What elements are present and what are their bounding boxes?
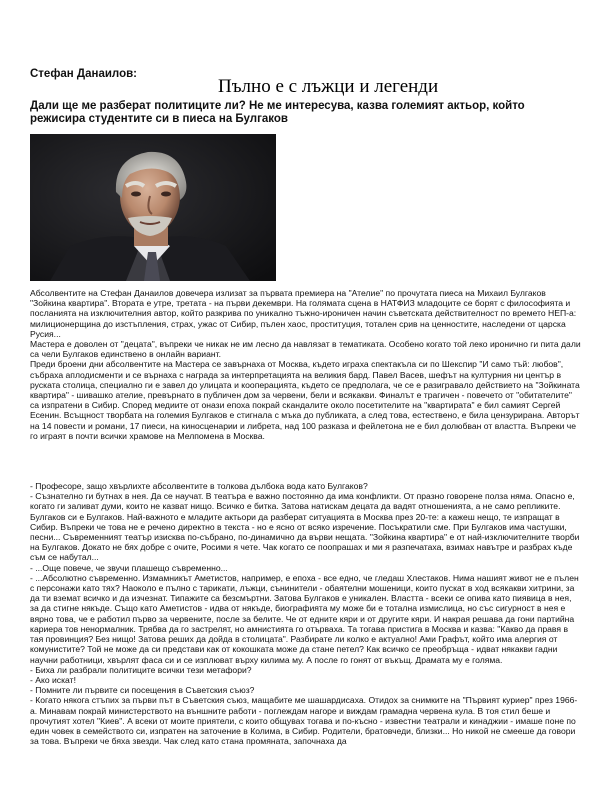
article-body bbox=[30, 288, 582, 746]
interview-answer: - ...Абсолютно съвременно. Измамникът Аметистов, например, е епоха - все едно, че гледаш Хлестаков. Нима нашият живот не е пълен с персонажи като тях? Наоколо е пълно с тарикати, лъжци, сънинители - обаятелни мошеници, които пускат в ход всякакви хитрини, за да ти вземат всичко и да изчезнат. Типажите са безсмъртни. Затова Булгаков е уникален. Властта - всеки се опива като пиявица в нея, за да стигне някъде. Също като Аметистов - идва от някъде, биографията му може би е тотална измислица, но със сигурност в нея е вярно това, че е работил първо за червените, после за белите. Че от едните кяри и от другите кяри. И накрая решава да гони партийна кариера тов ненормалник. Трябва да го застрелят, но амнистията го отърваха. Та тогава пристига в Москва и казва: "Какво да правя в тая провинция? Без нищо! Затова реших да дойда в столицата". Разбирате ли колко е актуално! Ами Графът, който има алергия от комунистите? Той не може да си представи как от кокошката може да стане петел? Как всичко се преобръща - идват някакви гадни научни работници, хвърлят фаса си и се изплюват върху килима му. А после го гонят от въкъщ. Драмата му е голяма. bbox=[30, 572, 579, 665]
interview-question: - Професоре, защо хвърлихте абсолвентите в толкова дълбока вода като Булгаков? bbox=[30, 481, 368, 492]
interview-answer: - Когато някога стъпих за първи път в Съветския съюз, мащабите ме шашардисаха. Отидох за снимките на "Първият куриер" през 1966-а. Минавам покрай министерството на външните работи - поглеждам нагоре и виждам грамадна червена кула. В тоя стил беше и прочутият хотел "Киев". А всеки от моите приятели, с които общувах тогава и по-късно - известни театрали и кинаджии - имаше поне по един човек в семейството си, изпратен на заточение в Колима, в Сибир. Родители, братовчеди, близки... Но никой не смееше да говори за това. Въпреки че бяха звезди. Чак след като стана промяната, започнаха да bbox=[30, 695, 578, 747]
interview-question: - ...Още повече, че звучи плашещо съвременно... bbox=[30, 562, 228, 573]
interview-question: - Помните ли първите си посещения в Съветския съюз? bbox=[30, 685, 255, 696]
interview-answer: - Ако искат! bbox=[30, 674, 76, 685]
interview-dialog bbox=[30, 481, 582, 746]
author-name: Стефан Данаилов: bbox=[30, 68, 138, 80]
portrait-photo bbox=[30, 134, 276, 281]
paragraph-gap bbox=[30, 441, 582, 481]
intro-paragraph: Преди броени дни абсолвентите на Мастера се завърнаха от Москва, където играха спектакъла си по Шекспир "И само тъй: любов", събраха аплодисменти и се върнаха с награда за интерпретацията на великия бард. Павел Васев, шефът на културния ни център в руската столица, специално ги е завел до улицата и кооперацията, където се предполага, че се е разигравало действието на "Зойкината квартира" - шивашко ателие, превърнато в публичен дом за червени, бели и всякакви. Финалът е трагичен - повечето от "обитателите" са изпратени в Сибир. Според медиите от онази епоха покрай скандалите около посетителите на "квартирата" е бил самият Сергей Есенин. Всъщност творбата на големия Булгаков е стигнала с мъка до публиката, а след това, естествено, е била цензурирана. Авторът на 14 повести и романи, 17 пиеси, на киносценарии и либрета, над 100 разказа и фейлетона не е бил долюбван от властта. Въпреки че го играят в почти всички храмове на Мелпомена в Москва. bbox=[30, 359, 580, 441]
intro-paragraph: Мастера е доволен от "децата", въпреки че никак не им лесно да навлязат в тематиката. Особено когато той леко иронично ги пита дали са чели Булгаков единствено в онлайн вариант. bbox=[30, 339, 581, 360]
article-title: Пълно е с лъжци и легенди bbox=[218, 76, 439, 97]
intro-paragraph: Абсолвентите на Стефан Данаилов довечера излизат за първата премиера на "Ателие" по прочутата пиеса на Михаил Булгаков "Зойкина квартира". Втората е утре, третата - на първи декември. На голямата сцена в НАТФИЗ младоците се борят с философията и посланията на изключителния автор, който разкрива по уникално тъжно-ироничен начин съветската действителност по времето НЕП-а: милиционерщина до изстъпления, страх, ужас от Сибир, пълен хаос, проституция, тотален срив на ценностите, наследени от царска Русия... bbox=[30, 288, 577, 339]
portrait-image bbox=[30, 134, 276, 281]
interview-answer: - Съзнателно ги бутнах в нея. Да се научат. В театъра е важно постоянно да има конфликти. От празно говорене полза няма. Опасно е, когато ги заливат думи, които не казват нищо. Всичко е битка. Затова натискам децата да вадят отношенията, а не само репликите. Булгаков си е Булгаков. Най-важното е младите актьори да разберат ситуацията в Москва през 20-те: а кажеш нещо, те изпращат в Сибир. Въпреки че това не е речено директно в текста - но е ясно от всяко изречение. Посъкратили сме. При Булгаков има частушки, песни... Съвременният театър изисква по-събрано, по-динамично да върви нещата. "Зойкина квартира" е от най-изключителните творби на Булгаков. Докато не бях добре с очите, Росими я чете. Чак когато се поопрашах и ми я разпечатаха, взимах навътре и разбрах къде съм се набутал... bbox=[30, 491, 580, 563]
interview-question: - Биха ли разбрали политиците всички тези метафори? bbox=[30, 664, 252, 675]
article-subtitle: Дали ще ме разберат политиците ли? Не ме интересува, казва големият актьор, който режисира студентите си в пиеса на Булгаков bbox=[30, 100, 525, 125]
